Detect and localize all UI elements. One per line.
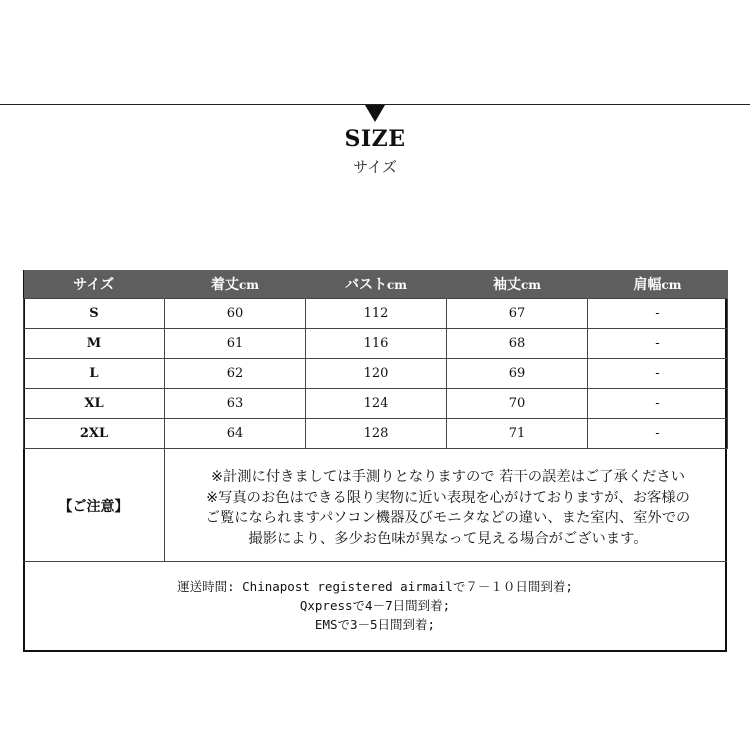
table-row <box>24 329 728 359</box>
notice-label: 【ご注意】 <box>23 449 165 562</box>
notice-line: 撮影により、多少お色味が異なって見える場合がございます。 <box>248 530 648 547</box>
length-cell: 60 <box>165 299 306 329</box>
notice-line: ※計測に付きましては手測りとなりますので 若干の誤差はご了承ください <box>210 469 686 485</box>
sleeve-cell: 71 <box>447 419 588 449</box>
sleeve-cell: 67 <box>447 299 588 329</box>
header-shoulder: 肩幅cm <box>588 270 728 299</box>
table-row <box>24 359 728 389</box>
shoulder-cell: - <box>588 329 728 359</box>
section-subtitle: サイズ <box>353 158 397 176</box>
notice-text <box>173 467 723 549</box>
header-length: 着丈cm <box>165 270 306 299</box>
shipping-line: Qxpressで4－7日間到着; <box>299 598 451 613</box>
shoulder-cell: - <box>588 389 728 419</box>
bust-cell: 112 <box>306 299 447 329</box>
size-cell: M <box>24 329 165 359</box>
header-sleeve: 袖丈cm <box>447 270 588 299</box>
notice-line: ご覧になられますパソコン機器及びモニタなどの違い、また室内、室外での <box>205 510 691 526</box>
length-cell: 62 <box>165 359 306 389</box>
section-title: SIZE <box>344 126 406 152</box>
table-header-row <box>24 270 728 299</box>
size-cell: XL <box>24 389 165 419</box>
table-row <box>24 419 728 449</box>
length-cell: 63 <box>165 389 306 419</box>
sleeve-cell: 70 <box>447 389 588 419</box>
shoulder-cell: - <box>588 299 728 329</box>
notice-row <box>23 448 727 562</box>
size-table <box>23 270 728 449</box>
bust-cell: 128 <box>306 419 447 449</box>
bust-cell: 116 <box>306 329 447 359</box>
shipping-info <box>23 577 727 634</box>
sleeve-cell: 69 <box>447 359 588 389</box>
shipping-line: EMSで3－5日間到着; <box>314 617 436 632</box>
header-size: サイズ <box>24 270 165 299</box>
notice-line: ※写真のお色はできる限り実物に近い表現を心がけておりますが、お客様の <box>206 489 690 506</box>
size-cell: S <box>24 299 165 329</box>
length-cell: 61 <box>165 329 306 359</box>
down-triangle-icon <box>365 105 385 122</box>
table-row <box>24 389 728 419</box>
bust-cell: 124 <box>306 389 447 419</box>
table-row <box>24 299 728 329</box>
size-cell: L <box>24 359 165 389</box>
sleeve-cell: 68 <box>447 329 588 359</box>
shoulder-cell: - <box>588 359 728 389</box>
size-cell: 2XL <box>24 419 165 449</box>
bust-cell: 120 <box>306 359 447 389</box>
shoulder-cell: - <box>588 419 728 449</box>
shipping-line: 運送時間: Chinapost registered airmailで７－１０日間到着; <box>177 579 573 594</box>
length-cell: 64 <box>165 419 306 449</box>
header-bust: バストcm <box>306 270 447 299</box>
